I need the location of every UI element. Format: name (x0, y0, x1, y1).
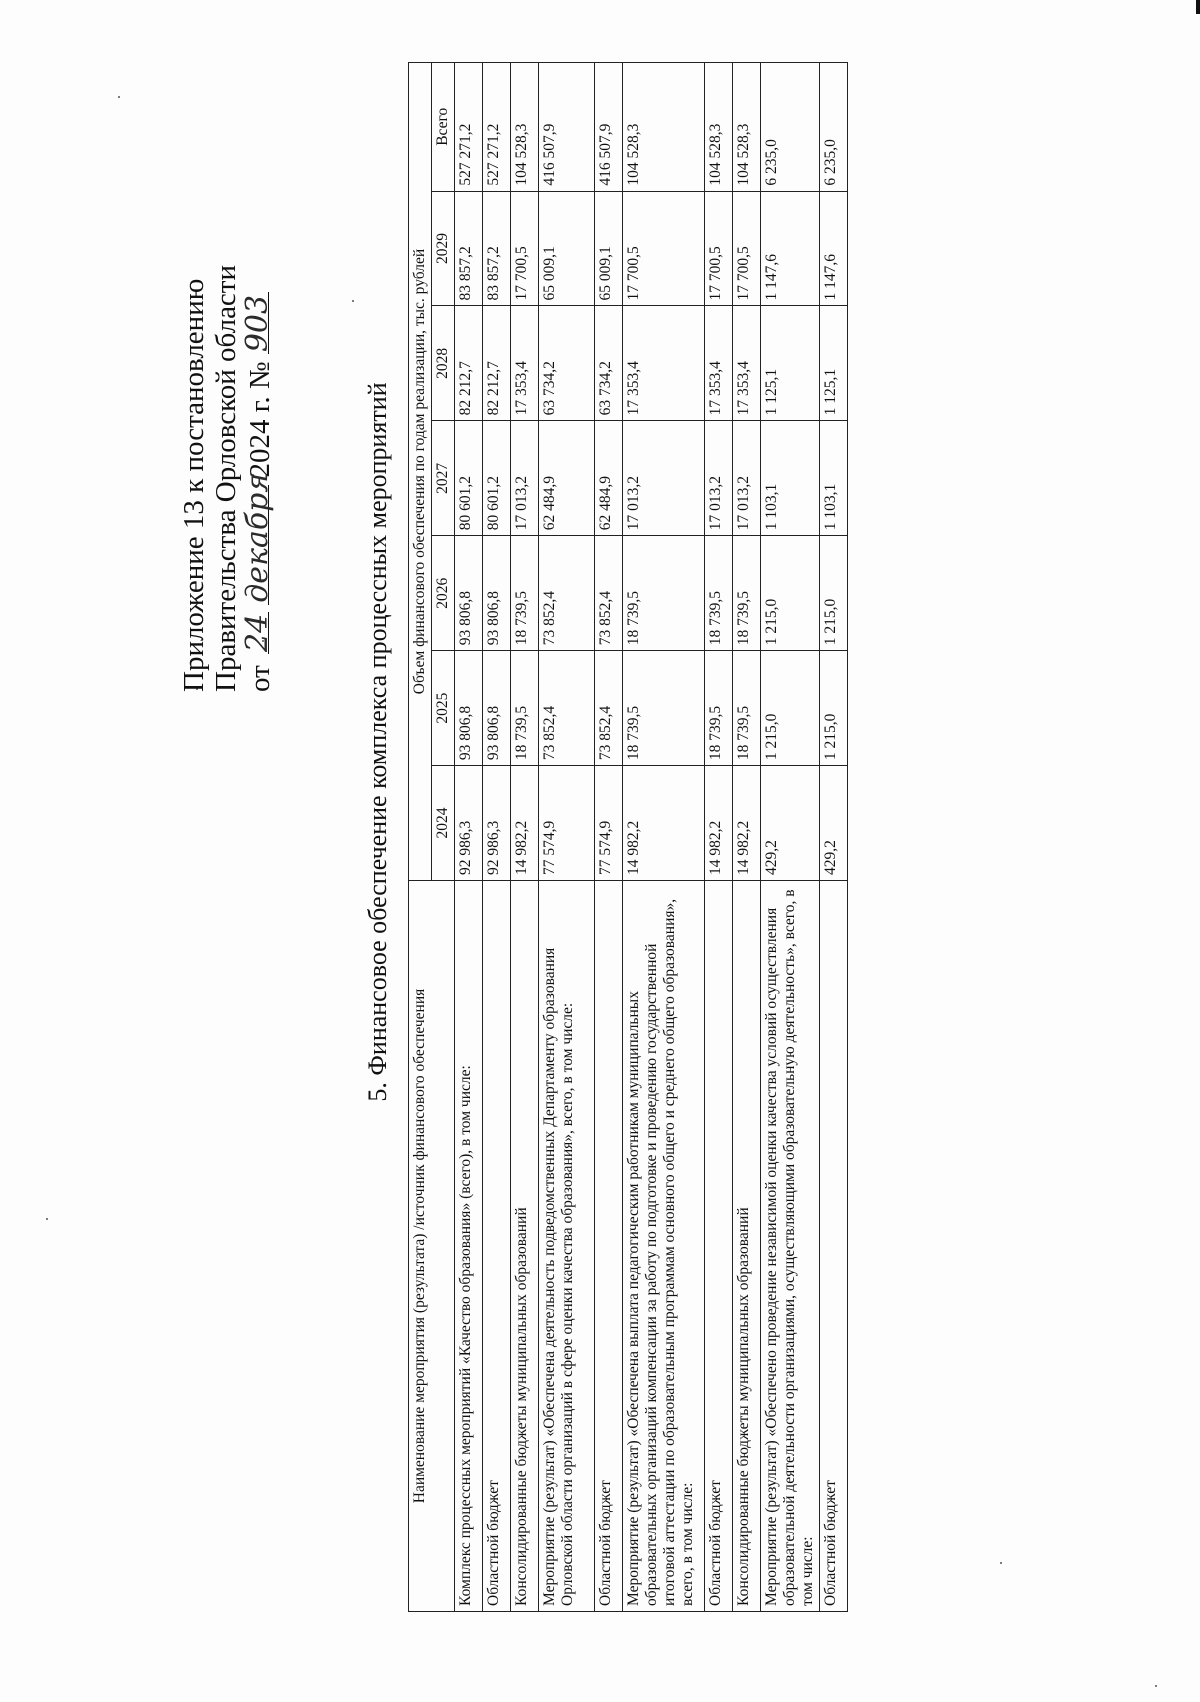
year-header: 2027 (432, 421, 455, 536)
value-cell: 17 700,5 (733, 191, 761, 306)
date-year-text: 2024 г. № (244, 361, 276, 478)
date-day-field (240, 612, 275, 654)
value-cell: 80 601,2 (483, 421, 511, 536)
value-cell: 73 852,4 (539, 536, 595, 651)
total-cell: 6 235,0 (820, 63, 848, 192)
section-title: 5. Финансовое обеспечение комплекса процессных мероприятий (363, 382, 392, 1102)
value-cell: 82 212,7 (455, 306, 483, 421)
value-cell: 1 125,1 (761, 306, 820, 421)
value-cell: 73 852,4 (595, 536, 623, 651)
value-cell: 18 739,5 (511, 536, 539, 651)
appendix-header (178, 72, 276, 692)
date-day-handwritten: 24 (240, 613, 275, 652)
total-cell: 104 528,3 (733, 63, 761, 192)
value-cell: 17 013,2 (733, 421, 761, 536)
value-cell: 1 125,1 (820, 306, 848, 421)
table-row (733, 63, 761, 1612)
value-cell: 18 739,5 (511, 651, 539, 766)
total-cell: 6 235,0 (761, 63, 820, 192)
row-name-cell: Областной бюджет (595, 881, 623, 1612)
value-cell: 17 700,5 (705, 191, 733, 306)
row-name-cell: Мероприятие (результат) «Обеспечена деятельность подведомственных Департаменту образования Орловской области организаций в сфере оценки качества образования», всего, в том числе: (539, 881, 595, 1612)
value-cell: 17 013,2 (623, 421, 705, 536)
value-cell: 17 700,5 (623, 191, 705, 306)
table-row (820, 63, 848, 1612)
year-header: 2026 (432, 536, 455, 651)
appendix-line-1: Приложение 13 к постановлению (178, 278, 210, 692)
value-cell: 17 353,4 (733, 306, 761, 421)
doc-number-field (240, 292, 275, 354)
row-name-cell: Консолидированные бюджеты муниципальных образований (733, 881, 761, 1612)
value-cell: 18 739,5 (705, 651, 733, 766)
appendix-date-line (242, 72, 276, 692)
table-row (455, 63, 483, 1612)
value-cell: 62 484,9 (595, 421, 623, 536)
value-cell: 93 806,8 (455, 651, 483, 766)
value-cell: 17 700,5 (511, 191, 539, 306)
row-name-cell: Комплекс процессных мероприятий «Качество образования» (всего), в том числе: (455, 881, 483, 1612)
table-row (511, 63, 539, 1612)
total-cell: 416 507,9 (595, 63, 623, 192)
value-cell: 1 103,1 (761, 421, 820, 536)
value-cell: 18 739,5 (733, 536, 761, 651)
value-cell: 62 484,9 (539, 421, 595, 536)
value-cell: 63 734,2 (595, 306, 623, 421)
year-header: 2029 (432, 191, 455, 306)
value-cell: 17 013,2 (511, 421, 539, 536)
value-cell: 18 739,5 (733, 651, 761, 766)
financing-table (408, 62, 848, 1612)
header-name-cell: Наименование мероприятия (результата) /источник финансового обеспечения (409, 881, 455, 1612)
value-cell: 17 353,4 (511, 306, 539, 421)
value-cell: 83 857,2 (483, 191, 511, 306)
year-header: 2025 (432, 651, 455, 766)
value-cell: 1 215,0 (761, 651, 820, 766)
value-cell: 429,2 (761, 766, 820, 881)
value-cell: 14 982,2 (705, 766, 733, 881)
doc-number-handwritten: 903 (240, 294, 275, 353)
year-header: 2024 (432, 766, 455, 881)
total-cell: 104 528,3 (623, 63, 705, 192)
total-cell: 416 507,9 (539, 63, 595, 192)
date-month-field (240, 472, 275, 605)
row-name-cell: Областной бюджет (483, 881, 511, 1612)
value-cell: 73 852,4 (539, 651, 595, 766)
value-cell: 18 739,5 (623, 536, 705, 651)
value-cell: 73 852,4 (595, 651, 623, 766)
value-cell: 429,2 (820, 766, 848, 881)
table-row (705, 63, 733, 1612)
table-row (623, 63, 705, 1612)
value-cell: 14 982,2 (733, 766, 761, 881)
value-cell: 93 806,8 (483, 536, 511, 651)
table-header-row (409, 63, 432, 1612)
date-prefix: от (244, 665, 276, 692)
value-cell: 92 986,3 (483, 766, 511, 881)
value-cell: 82 212,7 (483, 306, 511, 421)
value-cell: 93 806,8 (455, 536, 483, 651)
appendix-line-2: Правительства Орловской области (210, 265, 242, 692)
header-volume-cell: Объем финансового обеспечения по годам реализации, тыс. рублей (409, 63, 432, 881)
total-header: Всего (432, 63, 455, 192)
value-cell: 65 009,1 (539, 191, 595, 306)
value-cell: 77 574,9 (539, 766, 595, 881)
value-cell: 18 739,5 (705, 536, 733, 651)
date-month-handwritten: декабря (240, 472, 275, 603)
row-name-cell: Областной бюджет (705, 881, 733, 1612)
value-cell: 1 215,0 (820, 651, 848, 766)
value-cell: 1 215,0 (820, 536, 848, 651)
value-cell: 17 353,4 (623, 306, 705, 421)
value-cell: 1 103,1 (820, 421, 848, 536)
value-cell: 18 739,5 (623, 651, 705, 766)
total-cell: 104 528,3 (705, 63, 733, 192)
table-row (483, 63, 511, 1612)
value-cell: 92 986,3 (455, 766, 483, 881)
value-cell: 1 215,0 (761, 536, 820, 651)
row-name-cell: Консолидированные бюджеты муниципальных образований (511, 881, 539, 1612)
total-cell: 104 528,3 (511, 63, 539, 192)
value-cell: 14 982,2 (511, 766, 539, 881)
row-name-cell: Мероприятие (результат) «Обеспечена выплата педагогическим работникам муниципальных образовательных организаций компенсации за работу по подготовке и проведению государственной итоговой аттестации по образовательным программам основного общего и среднего общего образования», всего, в том числе: (623, 881, 705, 1612)
total-cell: 527 271,2 (483, 63, 511, 192)
value-cell: 63 734,2 (539, 306, 595, 421)
table-row (595, 63, 623, 1612)
value-cell: 14 982,2 (623, 766, 705, 881)
total-cell: 527 271,2 (455, 63, 483, 192)
value-cell: 1 147,6 (820, 191, 848, 306)
table-row (761, 63, 820, 1612)
value-cell: 17 353,4 (705, 306, 733, 421)
table-row (539, 63, 595, 1612)
value-cell: 1 147,6 (761, 191, 820, 306)
row-name-cell: Мероприятие (результат) «Обеспечено проведение независимой оценки качества условий осуществления образовательной деятельности организациями, осуществляющими образовательную деятельность», всего, в том числе: (761, 881, 820, 1612)
row-name-cell: Областной бюджет (820, 881, 848, 1612)
value-cell: 77 574,9 (595, 766, 623, 881)
value-cell: 65 009,1 (595, 191, 623, 306)
value-cell: 93 806,8 (483, 651, 511, 766)
year-header: 2028 (432, 306, 455, 421)
value-cell: 17 013,2 (705, 421, 733, 536)
value-cell: 83 857,2 (455, 191, 483, 306)
value-cell: 80 601,2 (455, 421, 483, 536)
